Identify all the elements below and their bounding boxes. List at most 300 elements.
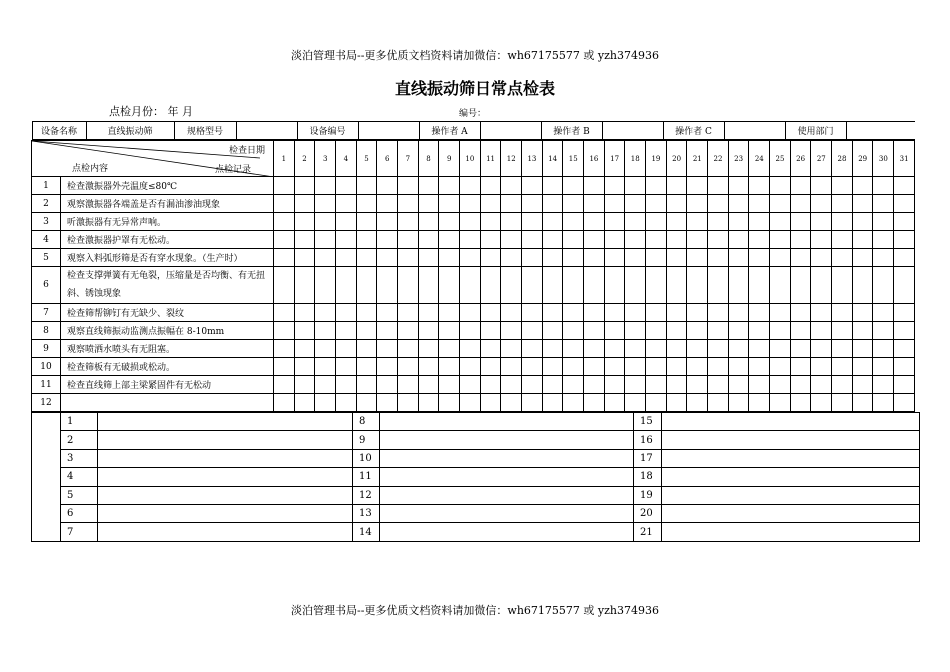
check-cell[interactable] xyxy=(501,322,522,340)
check-cell[interactable] xyxy=(873,177,894,195)
check-cell[interactable] xyxy=(563,249,584,267)
check-cell[interactable] xyxy=(894,376,915,394)
check-cell[interactable] xyxy=(356,358,377,376)
note-entry[interactable] xyxy=(98,504,353,522)
check-cell[interactable] xyxy=(811,213,832,231)
check-cell[interactable] xyxy=(398,195,419,213)
check-cell[interactable] xyxy=(666,267,687,304)
check-cell[interactable] xyxy=(418,304,439,322)
check-cell[interactable] xyxy=(790,231,811,249)
check-cell[interactable] xyxy=(522,213,543,231)
check-cell[interactable] xyxy=(418,195,439,213)
check-cell[interactable] xyxy=(315,304,336,322)
check-cell[interactable] xyxy=(666,195,687,213)
check-cell[interactable] xyxy=(873,267,894,304)
check-cell[interactable] xyxy=(294,322,315,340)
check-cell[interactable] xyxy=(852,249,873,267)
check-cell[interactable] xyxy=(460,231,481,249)
department-value[interactable] xyxy=(846,122,915,140)
check-cell[interactable] xyxy=(708,340,729,358)
check-cell[interactable] xyxy=(294,376,315,394)
check-cell[interactable] xyxy=(501,304,522,322)
check-cell[interactable] xyxy=(294,267,315,304)
check-cell[interactable] xyxy=(770,231,791,249)
check-cell[interactable] xyxy=(646,177,667,195)
check-cell[interactable] xyxy=(584,376,605,394)
check-cell[interactable] xyxy=(852,213,873,231)
check-cell[interactable] xyxy=(315,322,336,340)
note-entry[interactable] xyxy=(380,523,634,541)
note-entry[interactable] xyxy=(662,413,920,431)
check-cell[interactable] xyxy=(790,267,811,304)
check-cell[interactable] xyxy=(666,177,687,195)
check-cell[interactable] xyxy=(336,213,357,231)
check-cell[interactable] xyxy=(398,304,419,322)
check-cell[interactable] xyxy=(542,376,563,394)
check-cell[interactable] xyxy=(625,231,646,249)
check-cell[interactable] xyxy=(584,322,605,340)
check-cell[interactable] xyxy=(646,304,667,322)
check-cell[interactable] xyxy=(604,195,625,213)
check-cell[interactable] xyxy=(584,358,605,376)
note-entry[interactable] xyxy=(662,431,920,449)
check-cell[interactable] xyxy=(687,177,708,195)
check-cell[interactable] xyxy=(274,394,295,412)
check-cell[interactable] xyxy=(646,376,667,394)
check-cell[interactable] xyxy=(770,267,791,304)
check-cell[interactable] xyxy=(708,358,729,376)
check-cell[interactable] xyxy=(646,358,667,376)
check-cell[interactable] xyxy=(749,358,770,376)
check-cell[interactable] xyxy=(398,267,419,304)
check-cell[interactable] xyxy=(439,249,460,267)
check-cell[interactable] xyxy=(749,376,770,394)
check-cell[interactable] xyxy=(336,376,357,394)
check-cell[interactable] xyxy=(708,213,729,231)
check-cell[interactable] xyxy=(666,249,687,267)
check-cell[interactable] xyxy=(770,322,791,340)
check-cell[interactable] xyxy=(522,394,543,412)
check-cell[interactable] xyxy=(625,304,646,322)
check-cell[interactable] xyxy=(770,213,791,231)
check-cell[interactable] xyxy=(708,177,729,195)
check-cell[interactable] xyxy=(315,195,336,213)
note-entry[interactable] xyxy=(98,486,353,504)
check-cell[interactable] xyxy=(480,322,501,340)
check-cell[interactable] xyxy=(542,213,563,231)
note-entry[interactable] xyxy=(98,468,353,486)
check-cell[interactable] xyxy=(687,231,708,249)
check-cell[interactable] xyxy=(336,249,357,267)
check-cell[interactable] xyxy=(625,394,646,412)
check-cell[interactable] xyxy=(852,376,873,394)
check-cell[interactable] xyxy=(480,195,501,213)
note-entry[interactable] xyxy=(662,449,920,467)
check-cell[interactable] xyxy=(439,304,460,322)
check-cell[interactable] xyxy=(294,195,315,213)
check-cell[interactable] xyxy=(584,231,605,249)
check-cell[interactable] xyxy=(770,304,791,322)
check-cell[interactable] xyxy=(708,322,729,340)
check-cell[interactable] xyxy=(811,231,832,249)
check-cell[interactable] xyxy=(646,249,667,267)
check-cell[interactable] xyxy=(336,358,357,376)
check-cell[interactable] xyxy=(894,249,915,267)
check-cell[interactable] xyxy=(604,376,625,394)
check-cell[interactable] xyxy=(274,358,295,376)
check-cell[interactable] xyxy=(728,358,749,376)
check-cell[interactable] xyxy=(336,177,357,195)
check-cell[interactable] xyxy=(274,304,295,322)
check-cell[interactable] xyxy=(356,322,377,340)
check-cell[interactable] xyxy=(480,304,501,322)
check-cell[interactable] xyxy=(666,394,687,412)
check-cell[interactable] xyxy=(790,340,811,358)
check-cell[interactable] xyxy=(584,340,605,358)
check-cell[interactable] xyxy=(894,340,915,358)
check-cell[interactable] xyxy=(274,376,295,394)
check-cell[interactable] xyxy=(480,267,501,304)
note-entry[interactable] xyxy=(98,413,353,431)
check-cell[interactable] xyxy=(604,249,625,267)
check-cell[interactable] xyxy=(604,177,625,195)
check-cell[interactable] xyxy=(749,394,770,412)
check-cell[interactable] xyxy=(542,322,563,340)
check-cell[interactable] xyxy=(604,304,625,322)
check-cell[interactable] xyxy=(563,340,584,358)
check-cell[interactable] xyxy=(377,195,398,213)
check-cell[interactable] xyxy=(687,304,708,322)
check-cell[interactable] xyxy=(666,376,687,394)
check-cell[interactable] xyxy=(336,231,357,249)
check-cell[interactable] xyxy=(770,249,791,267)
note-entry[interactable] xyxy=(98,449,353,467)
check-cell[interactable] xyxy=(625,177,646,195)
check-cell[interactable] xyxy=(398,340,419,358)
check-cell[interactable] xyxy=(398,322,419,340)
check-cell[interactable] xyxy=(315,267,336,304)
check-cell[interactable] xyxy=(439,213,460,231)
check-cell[interactable] xyxy=(604,267,625,304)
check-cell[interactable] xyxy=(501,394,522,412)
check-cell[interactable] xyxy=(522,267,543,304)
note-entry[interactable] xyxy=(662,504,920,522)
check-cell[interactable] xyxy=(501,213,522,231)
check-cell[interactable] xyxy=(708,394,729,412)
check-cell[interactable] xyxy=(604,213,625,231)
check-cell[interactable] xyxy=(894,231,915,249)
check-cell[interactable] xyxy=(770,358,791,376)
check-cell[interactable] xyxy=(646,394,667,412)
check-cell[interactable] xyxy=(460,358,481,376)
check-cell[interactable] xyxy=(336,340,357,358)
check-cell[interactable] xyxy=(480,394,501,412)
check-cell[interactable] xyxy=(294,394,315,412)
check-cell[interactable] xyxy=(315,376,336,394)
check-cell[interactable] xyxy=(584,195,605,213)
check-cell[interactable] xyxy=(480,213,501,231)
check-cell[interactable] xyxy=(604,358,625,376)
check-cell[interactable] xyxy=(646,213,667,231)
check-cell[interactable] xyxy=(274,213,295,231)
check-cell[interactable] xyxy=(749,231,770,249)
check-cell[interactable] xyxy=(356,213,377,231)
check-cell[interactable] xyxy=(749,213,770,231)
check-cell[interactable] xyxy=(336,267,357,304)
check-cell[interactable] xyxy=(294,358,315,376)
check-cell[interactable] xyxy=(666,358,687,376)
check-cell[interactable] xyxy=(501,249,522,267)
check-cell[interactable] xyxy=(604,322,625,340)
check-cell[interactable] xyxy=(790,304,811,322)
check-cell[interactable] xyxy=(666,213,687,231)
check-cell[interactable] xyxy=(584,213,605,231)
check-cell[interactable] xyxy=(522,195,543,213)
check-cell[interactable] xyxy=(377,249,398,267)
check-cell[interactable] xyxy=(708,249,729,267)
note-entry[interactable] xyxy=(380,468,634,486)
check-cell[interactable] xyxy=(625,376,646,394)
check-cell[interactable] xyxy=(315,358,336,376)
check-cell[interactable] xyxy=(418,340,439,358)
check-cell[interactable] xyxy=(770,340,791,358)
check-cell[interactable] xyxy=(460,213,481,231)
check-cell[interactable] xyxy=(522,376,543,394)
check-cell[interactable] xyxy=(687,394,708,412)
check-cell[interactable] xyxy=(542,195,563,213)
check-cell[interactable] xyxy=(852,322,873,340)
check-cell[interactable] xyxy=(439,322,460,340)
check-cell[interactable] xyxy=(460,249,481,267)
check-cell[interactable] xyxy=(418,322,439,340)
check-cell[interactable] xyxy=(460,195,481,213)
check-cell[interactable] xyxy=(894,267,915,304)
check-cell[interactable] xyxy=(832,394,853,412)
check-cell[interactable] xyxy=(646,340,667,358)
check-cell[interactable] xyxy=(542,267,563,304)
check-cell[interactable] xyxy=(542,231,563,249)
check-cell[interactable] xyxy=(542,177,563,195)
check-cell[interactable] xyxy=(315,340,336,358)
check-cell[interactable] xyxy=(563,267,584,304)
check-cell[interactable] xyxy=(728,304,749,322)
check-cell[interactable] xyxy=(790,394,811,412)
check-cell[interactable] xyxy=(398,376,419,394)
check-cell[interactable] xyxy=(894,213,915,231)
check-cell[interactable] xyxy=(894,177,915,195)
check-cell[interactable] xyxy=(770,376,791,394)
check-cell[interactable] xyxy=(687,249,708,267)
check-cell[interactable] xyxy=(315,394,336,412)
check-cell[interactable] xyxy=(439,358,460,376)
check-cell[interactable] xyxy=(832,376,853,394)
note-entry[interactable] xyxy=(380,413,634,431)
check-cell[interactable] xyxy=(749,322,770,340)
check-cell[interactable] xyxy=(480,340,501,358)
check-cell[interactable] xyxy=(749,267,770,304)
note-entry[interactable] xyxy=(662,468,920,486)
check-cell[interactable] xyxy=(873,195,894,213)
check-cell[interactable] xyxy=(749,195,770,213)
check-cell[interactable] xyxy=(687,322,708,340)
check-cell[interactable] xyxy=(584,249,605,267)
check-cell[interactable] xyxy=(625,358,646,376)
check-cell[interactable] xyxy=(501,195,522,213)
check-cell[interactable] xyxy=(790,249,811,267)
check-cell[interactable] xyxy=(728,195,749,213)
check-cell[interactable] xyxy=(274,195,295,213)
check-cell[interactable] xyxy=(687,267,708,304)
note-entry[interactable] xyxy=(662,486,920,504)
check-cell[interactable] xyxy=(377,376,398,394)
check-cell[interactable] xyxy=(294,304,315,322)
check-cell[interactable] xyxy=(852,304,873,322)
check-cell[interactable] xyxy=(852,358,873,376)
check-cell[interactable] xyxy=(728,340,749,358)
check-cell[interactable] xyxy=(439,177,460,195)
check-cell[interactable] xyxy=(563,358,584,376)
check-cell[interactable] xyxy=(315,231,336,249)
check-cell[interactable] xyxy=(501,376,522,394)
check-cell[interactable] xyxy=(625,195,646,213)
check-cell[interactable] xyxy=(666,231,687,249)
check-cell[interactable] xyxy=(666,304,687,322)
check-cell[interactable] xyxy=(832,340,853,358)
note-entry[interactable] xyxy=(98,431,353,449)
check-cell[interactable] xyxy=(749,177,770,195)
check-cell[interactable] xyxy=(460,394,481,412)
check-cell[interactable] xyxy=(811,358,832,376)
check-cell[interactable] xyxy=(852,267,873,304)
note-entry[interactable] xyxy=(380,431,634,449)
check-cell[interactable] xyxy=(646,322,667,340)
check-cell[interactable] xyxy=(439,376,460,394)
check-cell[interactable] xyxy=(480,249,501,267)
check-cell[interactable] xyxy=(501,231,522,249)
check-cell[interactable] xyxy=(687,340,708,358)
check-cell[interactable] xyxy=(418,213,439,231)
check-cell[interactable] xyxy=(377,358,398,376)
check-cell[interactable] xyxy=(873,322,894,340)
check-cell[interactable] xyxy=(398,358,419,376)
check-cell[interactable] xyxy=(274,249,295,267)
check-cell[interactable] xyxy=(790,177,811,195)
check-cell[interactable] xyxy=(294,213,315,231)
check-cell[interactable] xyxy=(522,249,543,267)
check-cell[interactable] xyxy=(356,340,377,358)
check-cell[interactable] xyxy=(522,340,543,358)
equipment-no-value[interactable] xyxy=(358,122,419,140)
check-cell[interactable] xyxy=(728,249,749,267)
check-cell[interactable] xyxy=(749,304,770,322)
check-cell[interactable] xyxy=(894,358,915,376)
check-cell[interactable] xyxy=(336,304,357,322)
check-cell[interactable] xyxy=(728,322,749,340)
check-cell[interactable] xyxy=(584,267,605,304)
check-cell[interactable] xyxy=(522,322,543,340)
check-cell[interactable] xyxy=(563,376,584,394)
check-cell[interactable] xyxy=(336,322,357,340)
check-cell[interactable] xyxy=(832,213,853,231)
check-cell[interactable] xyxy=(666,322,687,340)
check-cell[interactable] xyxy=(439,340,460,358)
check-cell[interactable] xyxy=(418,231,439,249)
check-cell[interactable] xyxy=(873,231,894,249)
check-cell[interactable] xyxy=(542,249,563,267)
check-cell[interactable] xyxy=(563,177,584,195)
check-cell[interactable] xyxy=(563,304,584,322)
check-cell[interactable] xyxy=(398,394,419,412)
check-cell[interactable] xyxy=(294,177,315,195)
check-cell[interactable] xyxy=(728,394,749,412)
check-cell[interactable] xyxy=(832,267,853,304)
check-cell[interactable] xyxy=(832,195,853,213)
check-cell[interactable] xyxy=(728,267,749,304)
check-cell[interactable] xyxy=(501,267,522,304)
check-cell[interactable] xyxy=(770,394,791,412)
check-cell[interactable] xyxy=(666,340,687,358)
check-cell[interactable] xyxy=(894,394,915,412)
check-cell[interactable] xyxy=(770,177,791,195)
check-cell[interactable] xyxy=(315,213,336,231)
operator-a-value[interactable] xyxy=(480,122,541,140)
check-cell[interactable] xyxy=(336,195,357,213)
check-cell[interactable] xyxy=(460,177,481,195)
check-cell[interactable] xyxy=(873,340,894,358)
check-cell[interactable] xyxy=(894,322,915,340)
check-cell[interactable] xyxy=(852,394,873,412)
check-cell[interactable] xyxy=(542,394,563,412)
check-cell[interactable] xyxy=(625,249,646,267)
check-cell[interactable] xyxy=(811,376,832,394)
check-cell[interactable] xyxy=(377,213,398,231)
check-cell[interactable] xyxy=(625,340,646,358)
check-cell[interactable] xyxy=(439,231,460,249)
check-cell[interactable] xyxy=(377,304,398,322)
check-cell[interactable] xyxy=(460,340,481,358)
check-cell[interactable] xyxy=(480,177,501,195)
note-entry[interactable] xyxy=(380,504,634,522)
check-cell[interactable] xyxy=(873,376,894,394)
check-cell[interactable] xyxy=(604,394,625,412)
check-cell[interactable] xyxy=(398,249,419,267)
check-cell[interactable] xyxy=(728,213,749,231)
check-cell[interactable] xyxy=(811,249,832,267)
check-cell[interactable] xyxy=(522,177,543,195)
operator-b-value[interactable] xyxy=(602,122,663,140)
check-cell[interactable] xyxy=(708,231,729,249)
operator-c-value[interactable] xyxy=(724,122,785,140)
check-cell[interactable] xyxy=(460,304,481,322)
check-cell[interactable] xyxy=(274,231,295,249)
check-cell[interactable] xyxy=(563,213,584,231)
check-cell[interactable] xyxy=(274,267,295,304)
check-cell[interactable] xyxy=(398,177,419,195)
check-cell[interactable] xyxy=(356,195,377,213)
note-entry[interactable] xyxy=(662,523,920,541)
check-cell[interactable] xyxy=(790,195,811,213)
check-cell[interactable] xyxy=(377,340,398,358)
check-cell[interactable] xyxy=(542,358,563,376)
check-cell[interactable] xyxy=(584,304,605,322)
check-cell[interactable] xyxy=(356,394,377,412)
check-cell[interactable] xyxy=(687,376,708,394)
check-cell[interactable] xyxy=(832,231,853,249)
check-cell[interactable] xyxy=(294,231,315,249)
check-cell[interactable] xyxy=(873,358,894,376)
check-cell[interactable] xyxy=(832,358,853,376)
check-cell[interactable] xyxy=(873,304,894,322)
